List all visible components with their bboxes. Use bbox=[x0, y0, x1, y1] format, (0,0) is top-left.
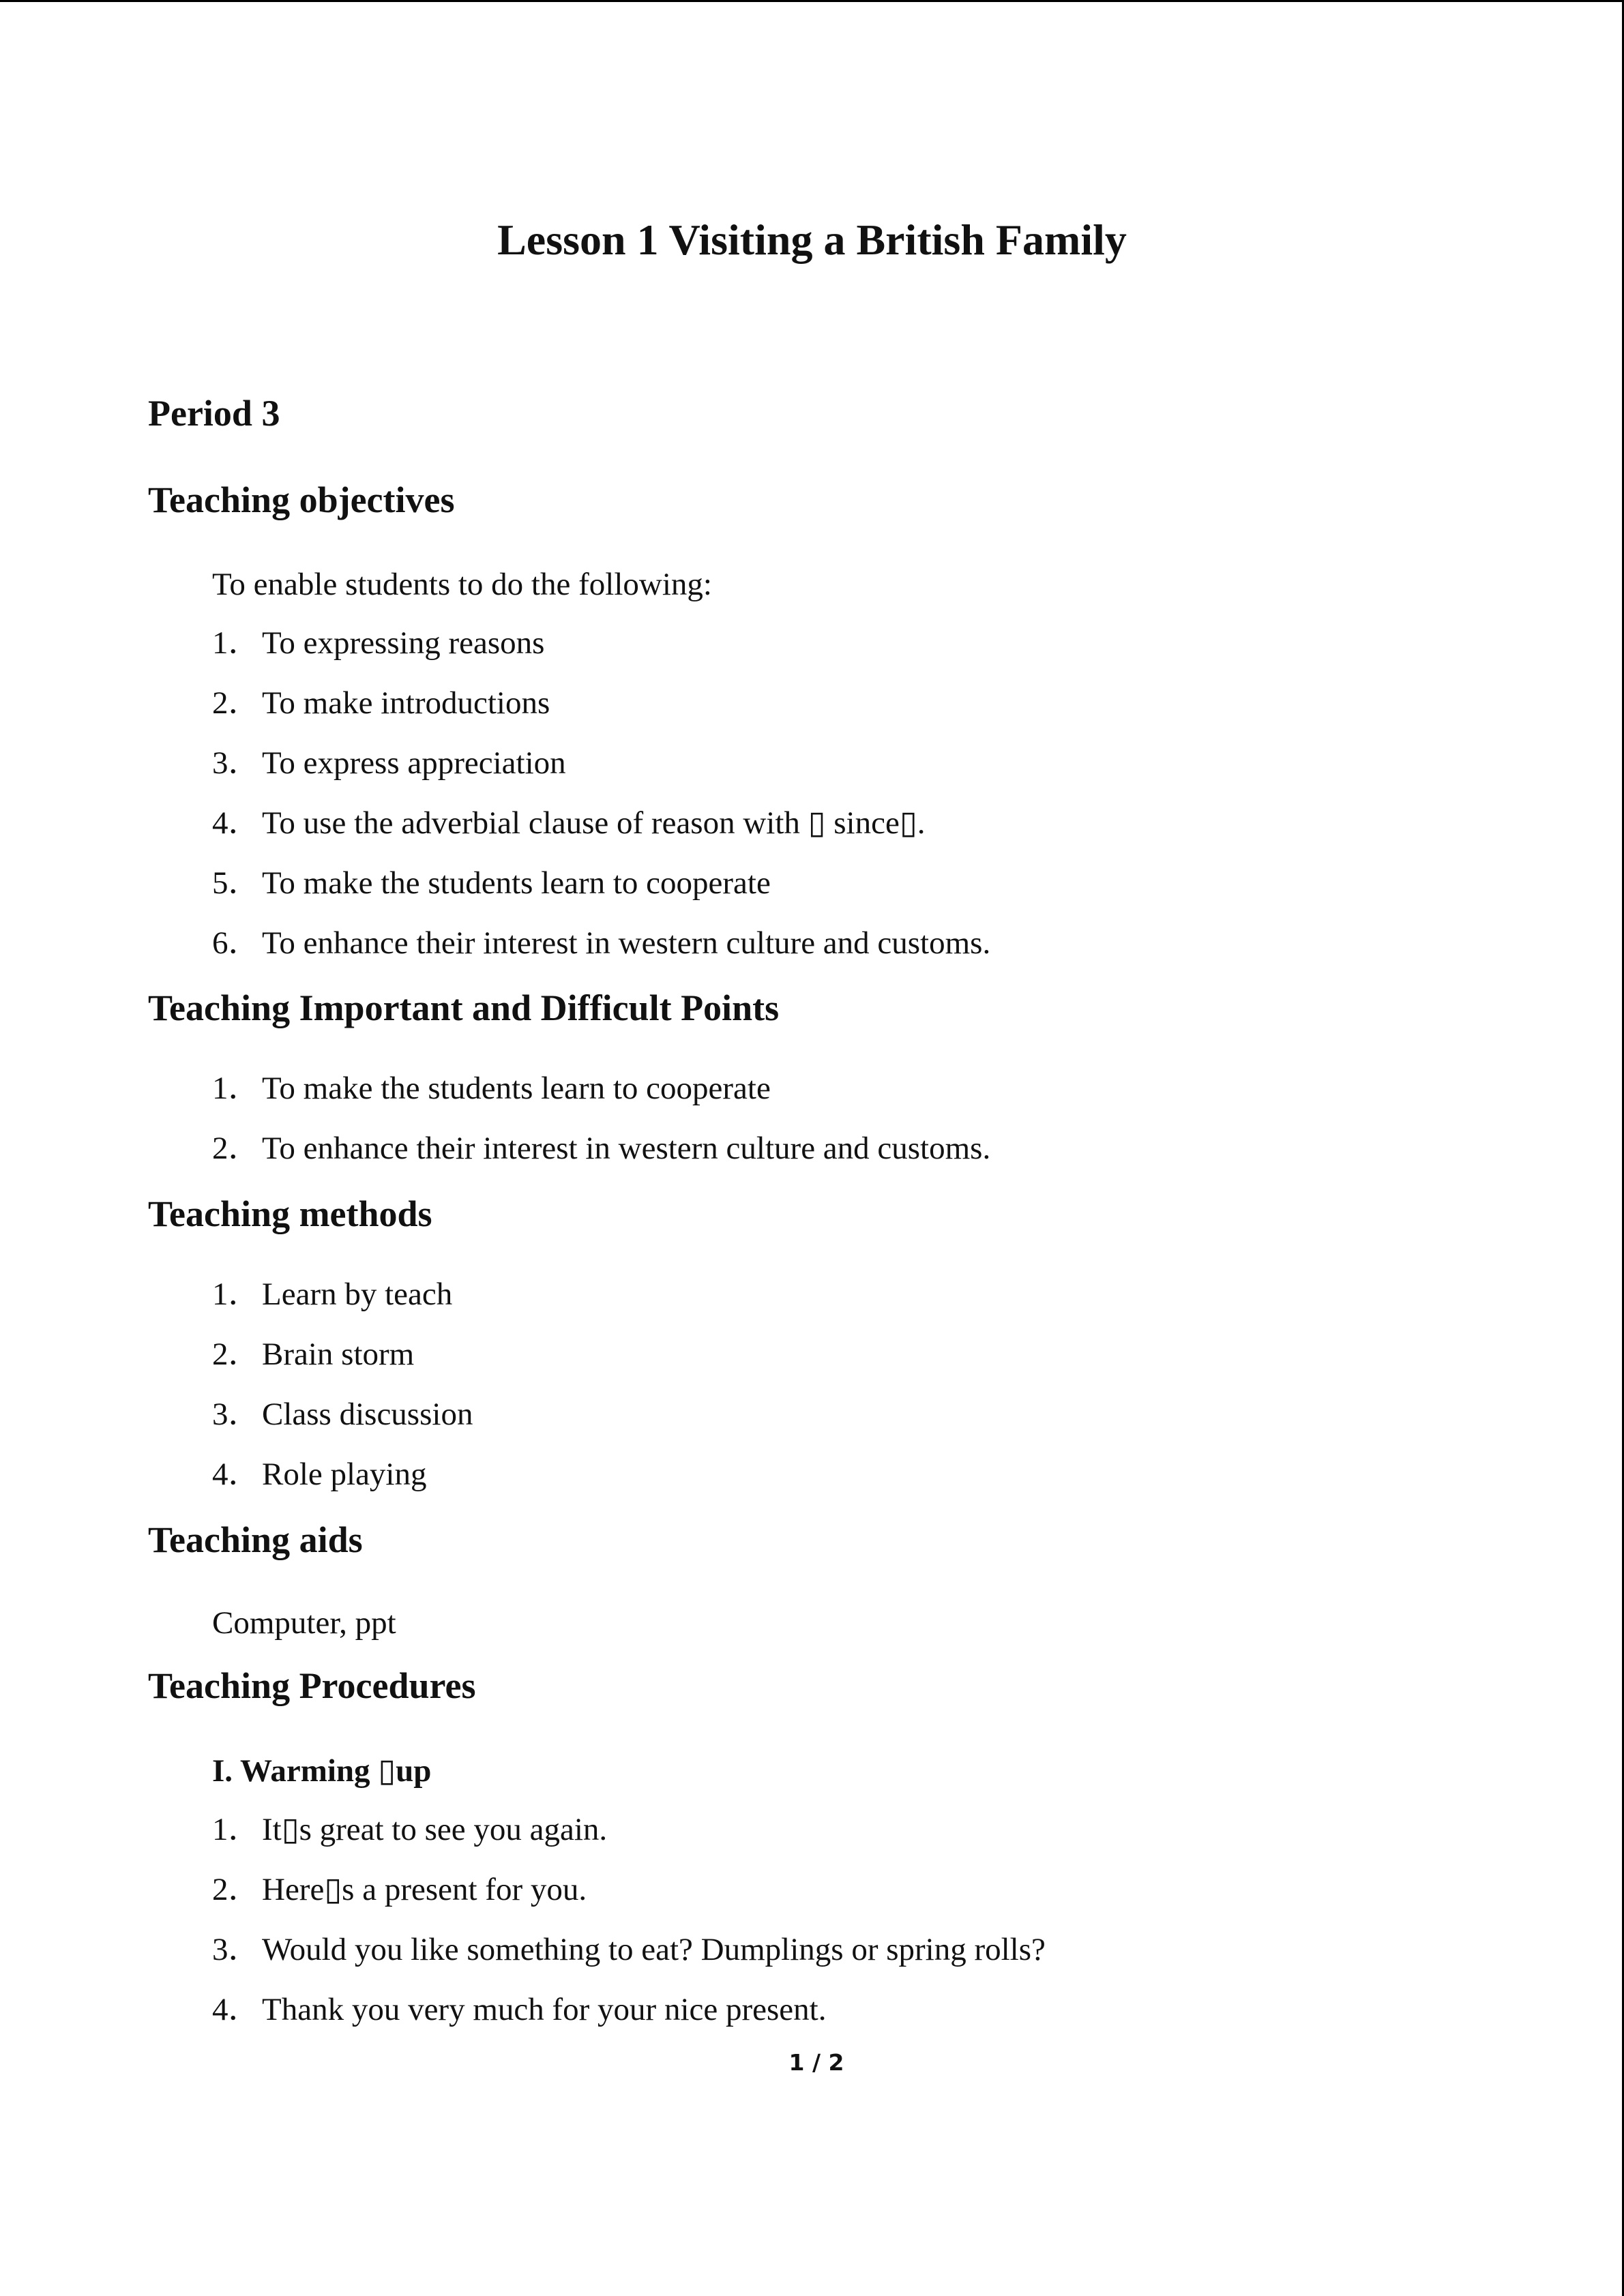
objective-number: 1． bbox=[212, 625, 261, 661]
period-heading: Period 3 bbox=[148, 393, 280, 434]
document-title: Lesson 1 Visiting a British Family bbox=[497, 215, 1127, 264]
objective-number: 2． bbox=[212, 685, 261, 721]
objective-item: To use the adverbial clause of reason with ▯ since▯. bbox=[262, 805, 926, 841]
objective-item: To make the students learn to cooperate bbox=[262, 865, 771, 901]
objective-item: To expressing reasons bbox=[262, 625, 545, 661]
method-item: Role playing bbox=[262, 1457, 427, 1492]
page-top-border bbox=[0, 0, 1624, 2]
objective-number: 3． bbox=[212, 745, 261, 781]
warming-up-subheading: I. Warming ▯up bbox=[212, 1753, 432, 1789]
objective-item: To make introductions bbox=[262, 685, 550, 721]
objective-number: 5． bbox=[212, 865, 261, 901]
objective-number: 4． bbox=[212, 805, 261, 841]
procedure-number: 1． bbox=[212, 1812, 261, 1847]
method-item: Brain storm bbox=[262, 1337, 415, 1372]
procedure-number: 3． bbox=[212, 1932, 261, 1967]
procedure-item: Would you like something to eat? Dumplings or spring rolls? bbox=[262, 1932, 1046, 1967]
objectives-intro: To enable students to do the following: bbox=[212, 567, 712, 602]
procedure-item: It▯s great to see you again. bbox=[262, 1812, 608, 1847]
method-number: 1． bbox=[212, 1277, 261, 1312]
methods-heading: Teaching methods bbox=[148, 1193, 432, 1234]
aids-heading: Teaching aids bbox=[148, 1519, 363, 1560]
procedure-item: Thank you very much for your nice present. bbox=[262, 1992, 827, 2027]
method-number: 4． bbox=[212, 1457, 261, 1492]
aids-text: Computer, ppt bbox=[212, 1605, 396, 1641]
objective-item: To enhance their interest in western culture and customs. bbox=[262, 925, 991, 961]
method-item: Learn by teach bbox=[262, 1277, 453, 1312]
key-point-number: 1． bbox=[212, 1071, 261, 1106]
objective-item: To express appreciation bbox=[262, 745, 566, 781]
key-points-heading: Teaching Important and Difficult Points bbox=[148, 987, 780, 1028]
method-item: Class discussion bbox=[262, 1397, 473, 1432]
procedure-number: 2． bbox=[212, 1872, 261, 1907]
procedures-heading: Teaching Procedures bbox=[148, 1665, 476, 1706]
objective-number: 6． bbox=[212, 925, 261, 961]
method-number: 2． bbox=[212, 1337, 261, 1372]
page-number: 1 / 2 bbox=[788, 2049, 844, 2076]
procedure-number: 4． bbox=[212, 1992, 261, 2027]
objectives-heading: Teaching objectives bbox=[148, 479, 455, 520]
key-point-item: To enhance their interest in western culture and customs. bbox=[262, 1131, 991, 1166]
method-number: 3． bbox=[212, 1397, 261, 1432]
key-point-item: To make the students learn to cooperate bbox=[262, 1071, 771, 1106]
key-point-number: 2． bbox=[212, 1131, 261, 1166]
procedure-item: Here▯s a present for you. bbox=[262, 1872, 587, 1907]
